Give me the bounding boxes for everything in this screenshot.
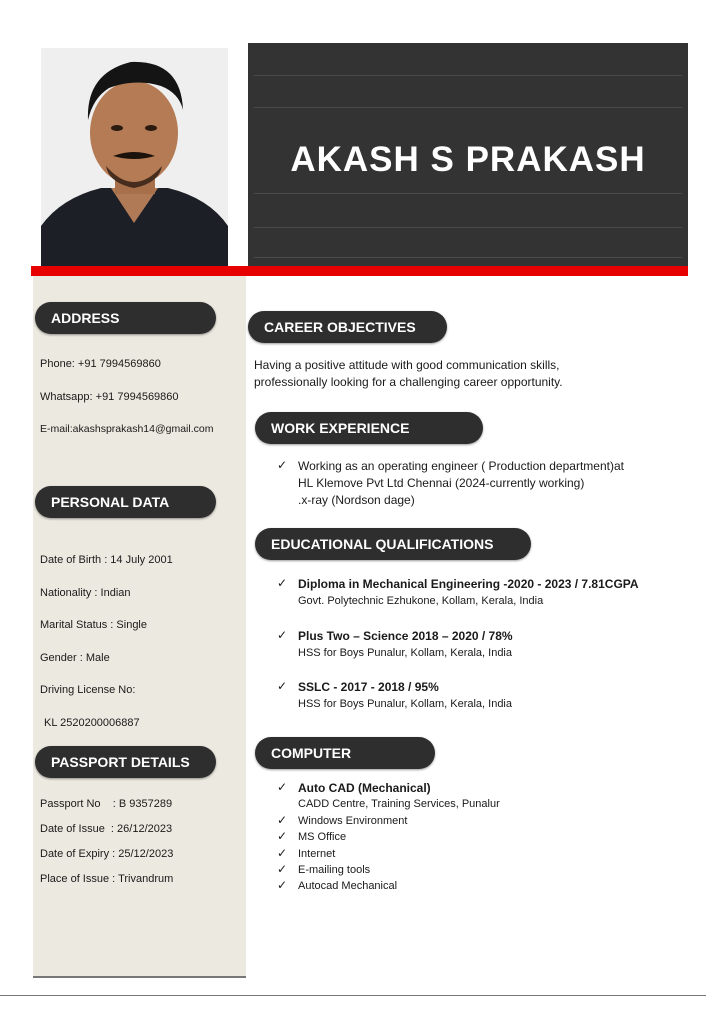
passport-heading: PASSPORT DETAILS (35, 746, 216, 778)
work-experience-heading: WORK EXPERIENCE (255, 412, 483, 444)
career-objective-line-2: professionally looking for a challenging career opportunity. (254, 375, 563, 389)
education-title: SSLC - 2017 - 2018 / 95% (298, 680, 439, 694)
check-icon: ✓ (277, 846, 288, 860)
check-icon: ✓ (277, 829, 288, 843)
work-line-3: .x-ray (Nordson dage) (298, 493, 415, 507)
passport-issue-date: Date of Issue : 26/12/2023 (40, 823, 173, 835)
dob-text: Date of Birth : 14 July 2001 (40, 554, 173, 566)
passport-number: Passport No : B 9357289 (40, 798, 173, 810)
computer-skill: Windows Environment (298, 815, 408, 827)
nationality-text: Nationality : Indian (40, 587, 131, 599)
email-text: E-mail:akashsprakash14@gmail.com (40, 423, 214, 435)
passport-expiry-date: Date of Expiry : 25/12/2023 (40, 848, 174, 860)
whatsapp-text: Whatsapp: +91 7994569860 (40, 391, 179, 403)
autocad-title: Auto CAD (Mechanical) (298, 781, 431, 795)
computer-skill: Internet (298, 848, 336, 860)
candidate-name: AKASH S PRAKASH (290, 140, 646, 179)
work-line-2: HL Klemove Pvt Ltd Chennai (2024-currently working) (298, 476, 585, 490)
gender-text: Gender : Male (40, 652, 110, 664)
check-icon: ✓ (277, 458, 288, 472)
computer-heading: COMPUTER (255, 737, 435, 769)
check-icon: ✓ (277, 628, 288, 642)
check-icon: ✓ (277, 679, 288, 693)
career-objectives-heading: CAREER OBJECTIVES (248, 311, 447, 343)
profile-photo (41, 48, 228, 266)
check-icon: ✓ (277, 780, 288, 794)
education-detail: HSS for Boys Punalur, Kollam, Kerala, India (298, 698, 512, 710)
education-heading: EDUCATIONAL QUALIFICATIONS (255, 528, 531, 560)
personal-data-heading: PERSONAL DATA (35, 486, 216, 518)
work-line-1: Working as an operating engineer ( Production department)at (298, 459, 624, 473)
driving-license-number: KL 2520200006887 (44, 717, 140, 729)
education-title: Plus Two – Science 2018 – 2020 / 78% (298, 629, 513, 643)
accent-divider (31, 266, 688, 276)
check-icon: ✓ (277, 862, 288, 876)
address-heading: ADDRESS (35, 302, 216, 334)
check-icon: ✓ (277, 813, 288, 827)
computer-skill: MS Office (298, 831, 347, 843)
check-icon: ✓ (277, 576, 288, 590)
career-objective-line-1: Having a positive attitude with good communication skills, (254, 358, 560, 372)
marital-status-text: Marital Status : Single (40, 619, 147, 631)
footer-divider (0, 995, 706, 996)
education-title: Diploma in Mechanical Engineering -2020 - 2023 / 7.81CGPA (298, 577, 639, 591)
passport-place: Place of Issue : Trivandrum (40, 873, 174, 885)
driving-license-label: Driving License No: (40, 684, 136, 696)
education-detail: Govt. Polytechnic Ezhukone, Kollam, Kerala, India (298, 595, 544, 607)
check-icon: ✓ (277, 878, 288, 892)
computer-skill: E-mailing tools (298, 864, 371, 876)
phone-text: Phone: +91 7994569860 (40, 358, 161, 370)
education-detail: HSS for Boys Punalur, Kollam, Kerala, India (298, 647, 512, 659)
computer-skill: Autocad Mechanical (298, 880, 398, 892)
person-photo-icon (41, 48, 228, 266)
autocad-detail: CADD Centre, Training Services, Punalur (298, 798, 500, 810)
